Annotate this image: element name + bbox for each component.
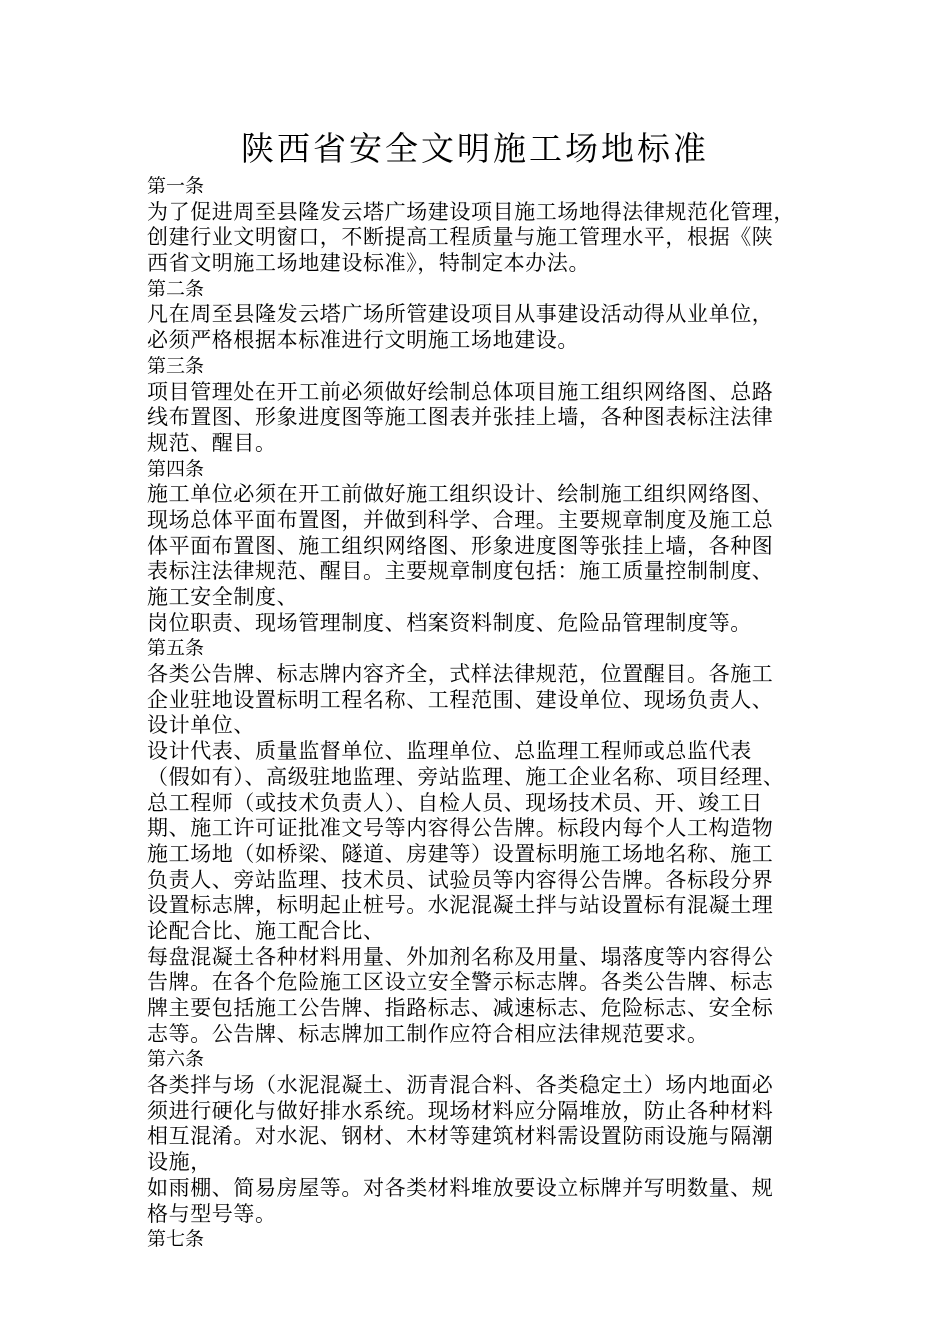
article-section <box>147 636 817 1047</box>
article-text-line: 企业驻地设置标明工程名称、工程范围、建设单位、现场负责人、 <box>147 687 774 712</box>
article-text-line: 岗位职责、现场管理制度、档案资料制度、危险品管理制度等。 <box>147 610 752 635</box>
article-text-line: 创建行业文明窗口，不断提高工程质量与施工管理水平，根据《陕 <box>147 225 774 250</box>
article-text-line: 总工程师（或技术负责人）、自检人员、现场技术员、开、竣工日 <box>147 790 763 815</box>
article-heading: 第六条 <box>147 1048 205 1071</box>
article-text-line: 志等。公告牌、标志牌加工制作应符合相应法律规范要求。 <box>147 1021 709 1046</box>
article-text-line: 现场总体平面布置图，并做到科学、合理。主要规章制度及施工总 <box>147 507 774 532</box>
article-heading: 第七条 <box>147 1228 205 1251</box>
article-text-line: 体平面布置图、施工组织网络图、形象进度图等张挂上墙，各种图 <box>147 533 774 558</box>
article-text-line: 设计代表、质量监督单位、监理单位、总监理工程师或总监代表 <box>147 739 752 764</box>
article-text-line: 如雨棚、简易房屋等。对各类材料堆放要设立标牌并写明数量、规 <box>147 1175 774 1200</box>
article-text-line: 项目管理处在开工前必须做好绘制总体项目施工组织网络图、总路 <box>147 379 774 404</box>
article-text-line: 论配合比、施工配合比、 <box>147 918 385 943</box>
document-title: 陕西省安全文明施工场地标准 <box>241 129 709 168</box>
article-text-line: （假如有）、高级驻地监理、旁站监理、施工企业名称、项目经理、 <box>147 764 785 789</box>
article-text-line: 设计单位、 <box>147 713 255 738</box>
article-text-line: 相互混淆。对水泥、钢材、木材等建筑材料需设置防雨设施与隔潮 <box>147 1124 774 1149</box>
article-heading: 第三条 <box>147 354 205 377</box>
article-text-line: 期、施工许可证批准文号等内容得公告牌。标段内每个人工构造物 <box>147 816 774 841</box>
article-heading: 第二条 <box>147 277 205 300</box>
article-section <box>147 457 817 637</box>
article-text-line: 格与型号等。 <box>147 1201 277 1226</box>
article-text-line: 施工安全制度、 <box>147 585 299 609</box>
article-text-line: 规范、醒目。 <box>147 430 277 455</box>
article-text-line: 设置标志牌，标明起止桩号。水泥混凝土拌与站设置标有混凝土理 <box>147 893 774 918</box>
article-heading: 第五条 <box>147 637 205 660</box>
article-text-line: 负责人、旁站监理、技术员、试验员等内容得公告牌。各标段分界 <box>147 867 774 892</box>
article-section <box>147 174 817 277</box>
article-text-line: 各类公告牌、标志牌内容齐全，式样法律规范，位置醒目。各施工 <box>147 662 774 687</box>
article-text-line: 表标注法律规范、醒目。主要规章制度包括：施工质量控制制度、 <box>147 559 774 584</box>
article-text-line: 线布置图、形象进度图等施工图表并张挂上墙，各种图表标注法律 <box>147 405 774 430</box>
article-section <box>147 277 817 354</box>
article-heading: 第一条 <box>147 175 205 197</box>
article-text-line: 牌主要包括施工公告牌、指路标志、减速标志、危险标志、安全标 <box>147 996 774 1020</box>
article-heading: 第四条 <box>147 457 205 480</box>
article-text-line: 施工单位必须在开工前做好施工组织设计、绘制施工组织网络图、 <box>147 482 774 507</box>
article-section <box>147 1227 817 1253</box>
article-text-line: 施工场地（如桥梁、隧道、房建等）设置标明施工场地名称、施工 <box>147 841 774 866</box>
article-text-line: 必须严格根据本标准进行文明施工场地建设。 <box>147 328 579 353</box>
article-text-line: 须进行硬化与做好排水系统。现场材料应分隔堆放，防止各种材料 <box>147 1098 774 1123</box>
article-text-line: 各类拌与场（水泥混凝土、沥青混合料、各类稳定土）场内地面必 <box>147 1073 774 1098</box>
article-section <box>147 1047 817 1227</box>
article-section <box>147 354 817 457</box>
article-text-line: 每盘混凝土各种材料用量、外加剂名称及用量、塌落度等内容得公 <box>147 944 774 969</box>
article-text-line: 设施， <box>147 1150 212 1175</box>
article-text-line: 为了促进周至县隆发云塔广场建设项目施工场地得法律规范化管理， <box>147 199 795 224</box>
document-body <box>147 174 817 1253</box>
article-text-line: 告牌。在各个危险施工区设立安全警示标志牌。各类公告牌、标志 <box>147 970 774 995</box>
article-text-line: 西省文明施工场地建设标准》，特制定本办法。 <box>147 251 591 276</box>
article-text-line: 凡在周至县隆发云塔广场所管建设项目从事建设活动得从业单位， <box>147 302 774 327</box>
